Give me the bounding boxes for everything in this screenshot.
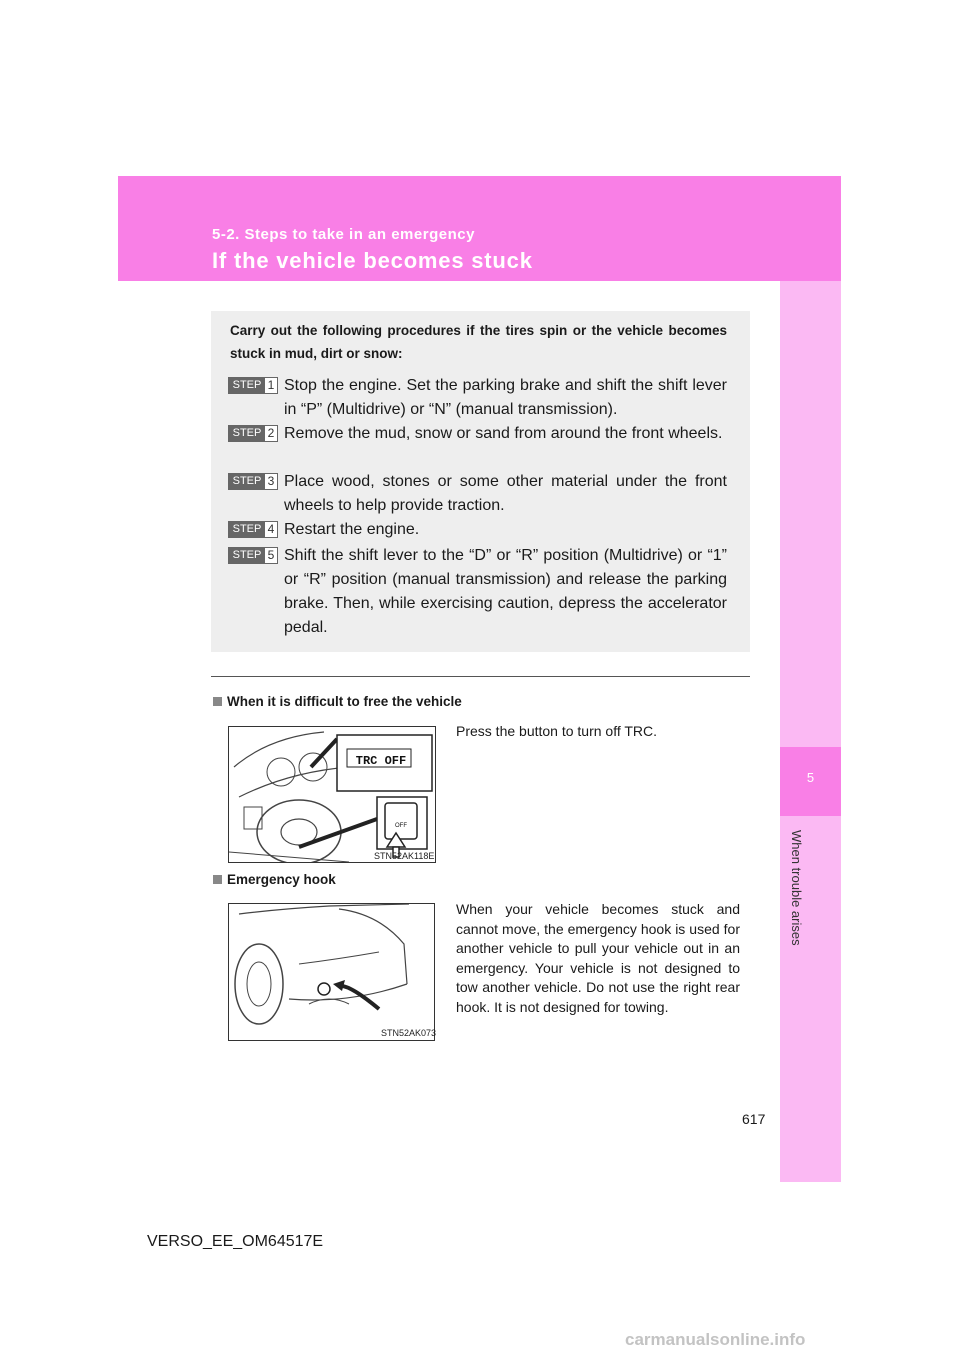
trc-description: Press the button to turn off TRC. xyxy=(456,723,658,739)
page-title: If the vehicle becomes stuck xyxy=(212,248,533,273)
figure-code: STN52AK073 xyxy=(381,1028,437,1038)
rear-hook-illustration xyxy=(229,904,437,1040)
hook-figure xyxy=(228,903,435,1041)
subheading-trc: When it is difficult to free the vehicle xyxy=(213,694,462,709)
step-badge: STEP 2 xyxy=(228,425,278,442)
chapter-name: When trouble arises xyxy=(789,830,804,946)
trc-off-indicator: TRC OFF xyxy=(355,754,407,768)
step-text: Remove the mud, snow or sand from around the front wheels. xyxy=(284,425,723,442)
watermark: carmanualsonline.info xyxy=(625,1330,806,1349)
step-badge: STEP 1 xyxy=(228,377,278,394)
procedure-intro: Carry out the following procedures if the tires spin or the vehicle becomes stuck in mud, dirt or snow: xyxy=(230,323,727,361)
square-bullet-icon xyxy=(213,697,222,706)
step-badge: STEP 4 xyxy=(228,521,278,538)
hook-description: When your vehicle becomes stuck and cannot move, the emergency hook is used for another vehicle to pull your vehicle out in an emergency. Your vehicle is not designed to tow another vehicle. Do not use the right rear hook. It is not designed for towing. xyxy=(456,901,740,1015)
trc-off-switch-icon: OFF xyxy=(395,823,407,829)
step-text: Stop the engine. Set the parking brake and shift the shift lever in “P” (Multidrive) or “N” (manual transmission). xyxy=(284,377,727,418)
step-badge: STEP 3 xyxy=(228,473,278,490)
document-code: VERSO_EE_OM64517E xyxy=(147,1233,324,1250)
step-text: Restart the engine. xyxy=(284,521,420,538)
step-text: Place wood, stones or some other material under the front wheels to help provide traction. xyxy=(284,473,727,514)
step-badge: STEP 5 xyxy=(228,547,278,564)
side-strip xyxy=(780,281,841,1182)
dashboard-illustration xyxy=(229,727,435,862)
trc-figure xyxy=(228,726,436,863)
square-bullet-icon xyxy=(213,875,222,884)
page-number: 617 xyxy=(742,1111,766,1127)
subheading-hook: Emergency hook xyxy=(213,872,336,887)
step-text: Shift the shift lever to the “D” or “R” position (Multidrive) or “1” or “R” position (manual transmission) and release the parking brake. Then, while exercising caution, depress the accelerator pedal. xyxy=(284,547,727,636)
section-label: 5-2. Steps to take in an emergency xyxy=(212,226,475,243)
chapter-number: 5 xyxy=(806,770,815,785)
figure-code: STN52AK118E xyxy=(374,851,435,861)
divider xyxy=(211,676,750,677)
